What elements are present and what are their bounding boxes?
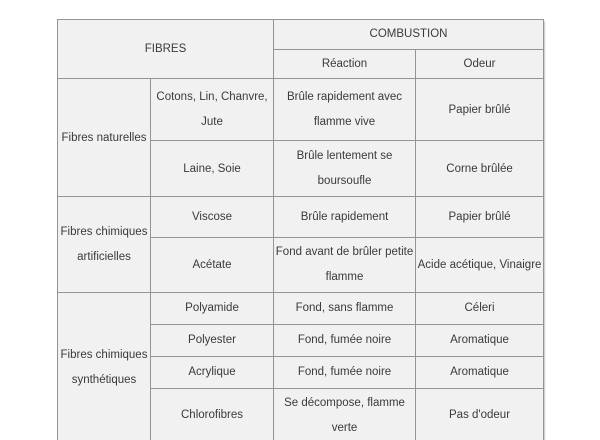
category-cell-artificielles: Fibres chimiques artificielles bbox=[58, 197, 151, 292]
odor-cell: Céleri bbox=[416, 292, 544, 324]
table-row bbox=[58, 292, 544, 324]
header-combustion: COMBUSTION bbox=[274, 20, 544, 50]
header-fibres: FIBRES bbox=[58, 20, 274, 79]
odor-cell: Aromatique bbox=[416, 324, 544, 356]
fiber-cell: Viscose bbox=[151, 197, 274, 238]
category-cell-synthetiques: Fibres chimiques synthétiques bbox=[58, 292, 151, 440]
header-odeur: Odeur bbox=[416, 49, 544, 79]
fiber-cell: Acétate bbox=[151, 238, 274, 292]
odor-cell: Papier brûlé bbox=[416, 79, 544, 141]
table-row bbox=[58, 79, 544, 141]
table-row bbox=[58, 197, 544, 238]
odor-cell: Corne brûlée bbox=[416, 141, 544, 197]
odor-cell: Papier brûlé bbox=[416, 197, 544, 238]
odor-cell: Pas d'odeur bbox=[416, 388, 544, 440]
reaction-cell: Fond, fumée noire bbox=[274, 356, 416, 388]
fiber-cell: Cotons, Lin, Chanvre, Jute bbox=[151, 79, 274, 141]
odor-cell: Aromatique bbox=[416, 356, 544, 388]
category-cell-naturelles: Fibres naturelles bbox=[58, 79, 151, 197]
reaction-cell: Se décompose, flamme verte bbox=[274, 388, 416, 440]
reaction-cell: Fond, fumée noire bbox=[274, 324, 416, 356]
fiber-cell: Laine, Soie bbox=[151, 141, 274, 197]
odor-cell: Acide acétique, Vinaigre bbox=[416, 238, 544, 292]
reaction-cell: Fond avant de brûler petite flamme bbox=[274, 238, 416, 292]
fiber-cell: Polyester bbox=[151, 324, 274, 356]
fiber-cell: Acrylique bbox=[151, 356, 274, 388]
fiber-cell: Polyamide bbox=[151, 292, 274, 324]
header-reaction: Réaction bbox=[274, 49, 416, 79]
reaction-cell: Fond, sans flamme bbox=[274, 292, 416, 324]
reaction-cell: Brûle rapidement bbox=[274, 197, 416, 238]
reaction-cell: Brûle lentement se boursoufle bbox=[274, 141, 416, 197]
reaction-cell: Brûle rapidement avec flamme vive bbox=[274, 79, 416, 141]
fiber-cell: Chlorofibres bbox=[151, 388, 274, 440]
fibres-combustion-table bbox=[57, 19, 544, 440]
